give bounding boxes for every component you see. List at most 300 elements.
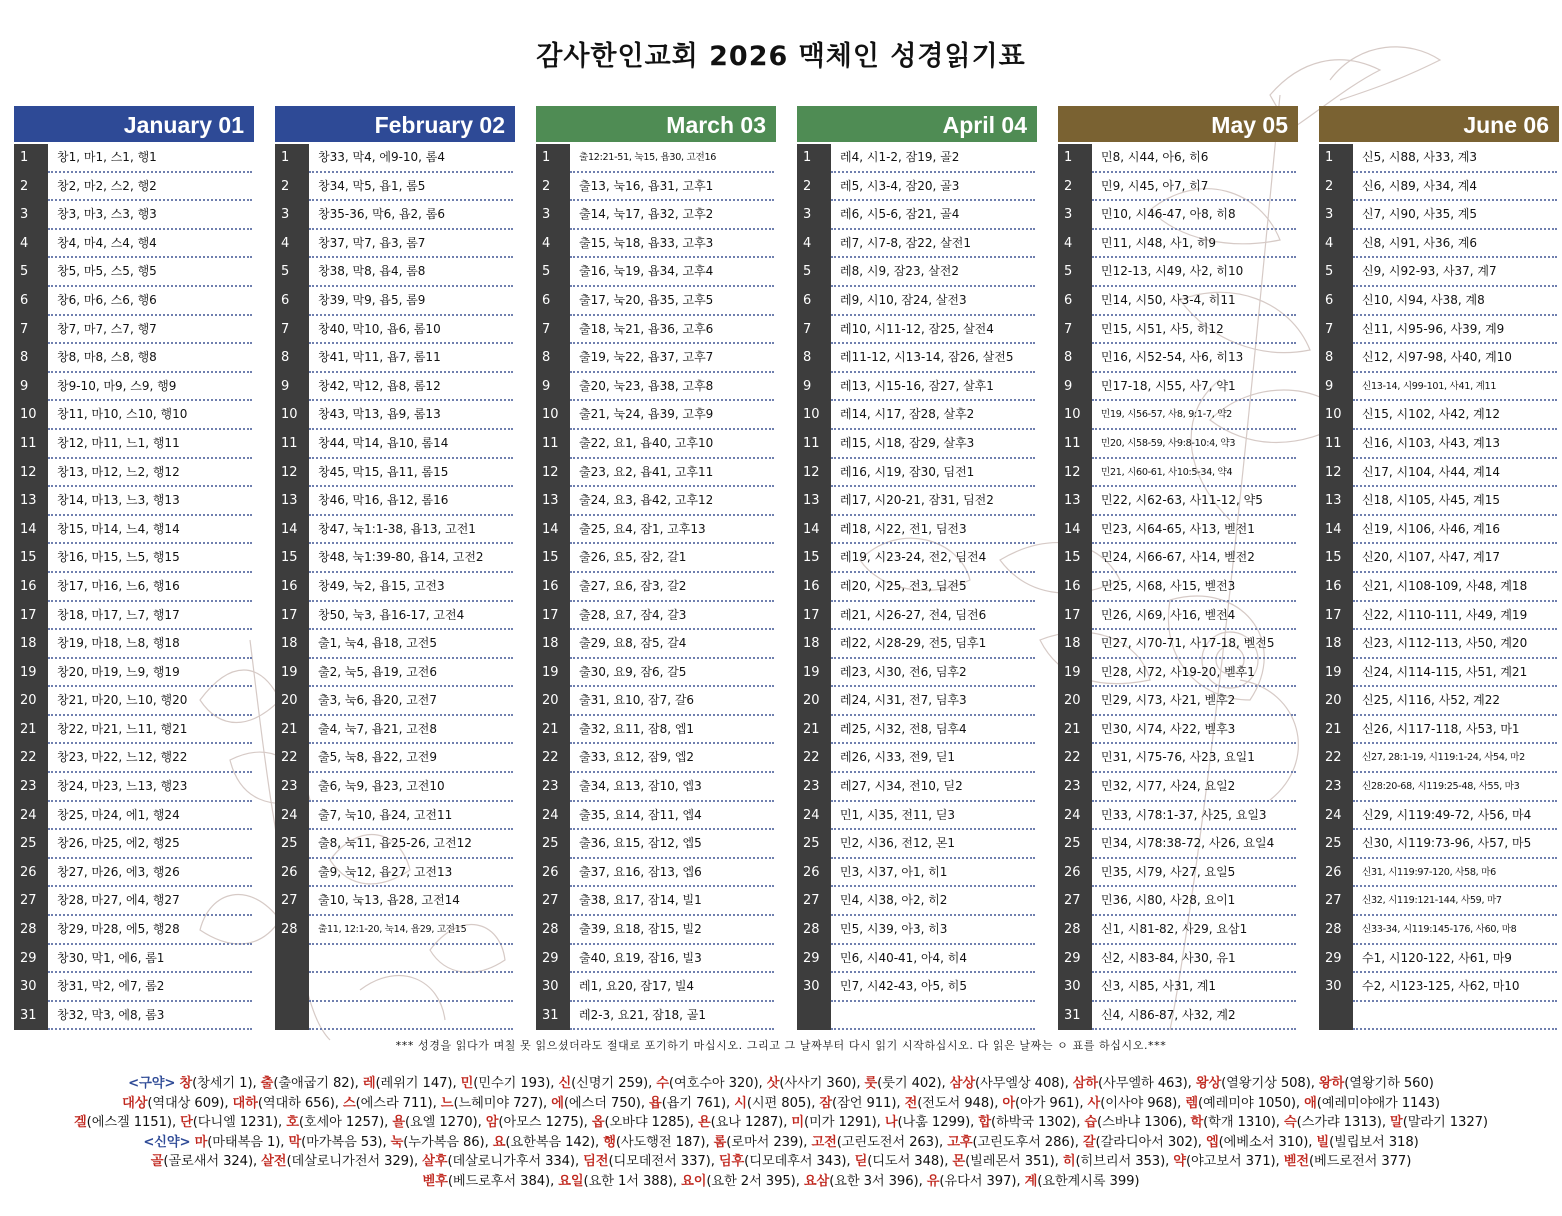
legend-line: 대상(역대상 609), 대하(역대하 656), 스(에스라 711), 느(느헤미야 727), 에(에스더 750), 욥(욥기 761), 시(시편 805), 잠(잠언 911), 전(전도서 948), 아(아가 961), 사(이사야 968), 렘(예레미야 1050), 애(예레미야애가 1143) [122,1095,1440,1111]
day-row [275,802,515,831]
day-number: 29 [1058,945,1092,974]
reading-assignment: 창41, 막11, 욥7, 롬11 [309,344,513,373]
legend-book-fullname: (미가 1291) [804,1115,877,1130]
day-number: 14 [536,516,570,545]
day-number: 8 [797,344,831,373]
reading-assignment: 출12:21-51, 눅15, 욥30, 고전16 [570,144,774,173]
day-number: 27 [275,887,309,916]
month-column [797,106,1037,1030]
day-number: 1 [1319,144,1353,173]
day-number: 23 [536,773,570,802]
day-row [797,230,1037,259]
reading-assignment: 창20, 마19, 느9, 행19 [48,659,252,688]
reading-assignment: 출1, 눅4, 욥18, 고전5 [309,630,513,659]
reading-assignment: 신20, 시107, 사47, 계17 [1353,544,1557,573]
day-row [797,544,1037,573]
day-number: 23 [797,773,831,802]
reading-assignment: 민16, 시52-54, 사6, 히13 [1092,344,1296,373]
reading-assignment: 민9, 시45, 아7, 히7 [1092,173,1296,202]
day-number: 3 [536,201,570,230]
legend-book-fullname: (디모데전서 337) [608,1154,711,1169]
day-row [1319,287,1559,316]
day-row [536,945,776,974]
reading-assignment: 출3, 눅6, 욥20, 고전7 [309,687,513,716]
day-number: 11 [1058,430,1092,459]
day-number: 13 [536,487,570,516]
reading-assignment: 창14, 마13, 느3, 행13 [48,487,252,516]
legend-book-abbreviation: 벧전 [1283,1154,1310,1169]
day-number: 18 [1319,630,1353,659]
reading-assignment: 신3, 시85, 사31, 계1 [1092,973,1296,1002]
legend-book-abbreviation: 전 [904,1095,918,1111]
day-number: 4 [797,230,831,259]
day-row [1058,516,1298,545]
legend-book-fullname: (요한 2서 395) [706,1173,796,1189]
day-row [536,173,776,202]
reading-assignment: 레14, 시17, 잠28, 살후2 [831,401,1035,430]
reading-assignment: 창34, 막5, 욥1, 롬5 [309,173,513,202]
day-number: 4 [1058,230,1092,259]
day-row [275,830,515,859]
reading-assignment: 출35, 요14, 잠11, 엡4 [570,802,774,831]
reading-assignment: 창1, 마1, 스1, 행1 [48,144,252,173]
reading-assignment: 수1, 시120-122, 사61, 마9 [1353,945,1557,974]
month-header: June 06 [1319,106,1559,142]
reading-assignment: 출29, 요8, 잠5, 갈4 [570,630,774,659]
day-number: 3 [1058,201,1092,230]
day-row [14,973,254,1002]
day-row [1319,916,1559,945]
day-row [1319,602,1559,631]
day-number: 2 [1058,173,1092,202]
legend-book-fullname: (요나 1287) [710,1115,784,1130]
day-row [536,144,776,173]
day-row [14,716,254,745]
day-row [14,287,254,316]
day-number: 26 [1319,859,1353,888]
day-number: 11 [797,430,831,459]
legend-book-abbreviation: 사 [1087,1095,1101,1111]
legend-book-abbreviation: 마 [194,1134,208,1150]
legend-book-abbreviation: 요삼 [803,1173,830,1189]
reading-assignment: 신9, 시92-93, 사37, 계7 [1353,258,1557,287]
month-column [275,106,515,1030]
reading-assignment: 출26, 요5, 잠2, 갈1 [570,544,774,573]
book-abbreviation-legend [0,1074,1562,1191]
day-row [1319,544,1559,573]
day-number: 24 [14,802,48,831]
day-row [797,716,1037,745]
day-number [275,973,309,1002]
day-row [14,830,254,859]
reading-assignment: 창5, 마5, 스5, 행5 [48,258,252,287]
legend-book-abbreviation: 레 [362,1076,376,1091]
day-number: 29 [536,945,570,974]
month-column [1319,106,1559,1030]
day-number: 5 [797,258,831,287]
reading-assignment: 민35, 시79, 사27, 요일5 [1092,859,1296,888]
day-row [797,258,1037,287]
day-number: 13 [14,487,48,516]
reading-assignment: 민31, 시75-76, 사23, 요일1 [1092,744,1296,773]
day-number: 13 [275,487,309,516]
day-row [1319,516,1559,545]
day-number: 10 [1058,401,1092,430]
legend-book-abbreviation: 삿 [766,1076,780,1091]
legend-book-fullname: (나훔 1299) [897,1115,971,1130]
reading-assignment: 창43, 막13, 욥9, 롬13 [309,401,513,430]
reading-assignment: 신26, 시117-118, 사53, 마1 [1353,716,1557,745]
day-number: 30 [1058,973,1092,1002]
day-row [797,516,1037,545]
day-number: 2 [275,173,309,202]
day-number: 21 [275,716,309,745]
reading-assignment: 창35-36, 막6, 욥2, 롬6 [309,201,513,230]
legend-line: 겔(에스겔 1151), 단(다니엘 1231), 호(호세아 1257), 욜(요엘 1270), 암(아모스 1275), 옵(오바댜 1285), 욘(요나 1287), 미(미가 1291), 나(나훔 1299), 합(하박국 1302), 습(스바냐 1306), 학(학개 1310), 슥(스가랴 1313), 말(말라기 1327) [74,1115,1488,1130]
day-number: 15 [14,544,48,573]
day-number: 6 [275,287,309,316]
legend-section-heading: <구약> [128,1076,176,1091]
legend-book-fullname: (빌레몬서 351) [965,1154,1055,1169]
reading-assignment: 출33, 요12, 잠9, 엡2 [570,744,774,773]
day-number: 8 [275,344,309,373]
day-number: 5 [275,258,309,287]
legend-book-fullname: (시편 805) [746,1095,812,1111]
legend-book-fullname: (사사기 360) [779,1076,857,1091]
day-number: 5 [1319,258,1353,287]
reading-assignment: 창11, 마10, 스10, 행10 [48,401,252,430]
day-row [14,544,254,573]
day-row [1319,773,1559,802]
day-number: 21 [536,716,570,745]
legend-book-abbreviation: 룻 [864,1076,878,1091]
day-number: 4 [14,230,48,259]
day-number: 4 [1319,230,1353,259]
day-row [797,916,1037,945]
day-number: 9 [1319,373,1353,402]
day-row [1058,316,1298,345]
reading-assignment: 레23, 시30, 전6, 딤후2 [831,659,1035,688]
reading-assignment: 창15, 마14, 느4, 행14 [48,516,252,545]
day-number: 3 [1319,201,1353,230]
day-row [1319,344,1559,373]
reading-assignment: 신12, 시97-98, 사40, 계10 [1353,344,1557,373]
day-number: 11 [1319,430,1353,459]
day-row [1319,630,1559,659]
reading-assignment: 레5, 시3-4, 잠20, 골3 [831,173,1035,202]
day-row [1058,344,1298,373]
reading-assignment: 창40, 막10, 욥6, 롬10 [309,316,513,345]
reading-assignment: 레19, 시23-24, 전2, 딤전4 [831,544,1035,573]
reading-assignment: 창13, 마12, 느2, 행12 [48,459,252,488]
legend-book-abbreviation: 습 [1084,1115,1098,1130]
reading-assignment: 출39, 요18, 잠15, 빌2 [570,916,774,945]
day-number: 31 [1058,1002,1092,1031]
reading-assignment: 출31, 요10, 잠7, 갈6 [570,687,774,716]
day-number: 16 [536,573,570,602]
day-row [1319,1002,1559,1031]
day-number: 26 [536,859,570,888]
day-number: 16 [1319,573,1353,602]
day-row [275,630,515,659]
month-header: February 02 [275,106,515,142]
day-number: 16 [1058,573,1092,602]
day-number: 6 [1058,287,1092,316]
reading-assignment: 신27, 28:1-19, 시119:1-24, 사54, 마2 [1353,744,1557,773]
day-row [797,201,1037,230]
day-number: 19 [797,659,831,688]
day-number: 24 [1058,802,1092,831]
reading-assignment: 출19, 눅22, 욥37, 고후7 [570,344,774,373]
day-row [275,945,515,974]
reading-assignment: 출16, 눅19, 욥34, 고후4 [570,258,774,287]
day-number: 7 [14,316,48,345]
day-number: 19 [536,659,570,688]
day-row [536,1002,776,1031]
day-row [1319,659,1559,688]
legend-book-fullname: (요한 3서 396) [829,1173,919,1189]
day-row [536,430,776,459]
day-number: 18 [536,630,570,659]
day-row [1058,544,1298,573]
day-number: 1 [14,144,48,173]
day-number: 24 [536,802,570,831]
legend-book-abbreviation: 딛 [854,1154,868,1169]
day-row [14,859,254,888]
day-number: 7 [1319,316,1353,345]
day-row [536,744,776,773]
reading-assignment: 민14, 시50, 사3-4, 히11 [1092,287,1296,316]
day-row [14,1002,254,1031]
reading-assignment: 신22, 시110-111, 사49, 계19 [1353,602,1557,631]
reading-assignment: 창38, 막8, 욥4, 롬8 [309,258,513,287]
reading-assignment: 창33, 막4, 에9-10, 롬4 [309,144,513,173]
day-number [797,1002,831,1031]
day-row [275,459,515,488]
reading-assignment [309,1002,513,1031]
reading-assignment: 출22, 요1, 욥40, 고후10 [570,430,774,459]
day-row [14,659,254,688]
day-row [1058,573,1298,602]
day-number: 11 [275,430,309,459]
day-number: 4 [275,230,309,259]
day-number: 9 [14,373,48,402]
day-row [797,573,1037,602]
day-row [536,201,776,230]
day-number: 27 [797,887,831,916]
reading-assignment [1353,1002,1557,1031]
reading-assignment: 창46, 막16, 욥12, 롬16 [309,487,513,516]
day-row [1319,802,1559,831]
reading-instruction-note: *** 성경을 읽다가 며칠 못 읽으셨더라도 절대로 포기하기 마십시오. 그리고 그 날짜부터 다시 읽기 시작하십시오. 다 읽은 날짜는 ㅇ 표를 하십시오.*** [395,1039,1167,1052]
legend-book-fullname: (하박국 1302) [990,1115,1077,1130]
day-number: 2 [797,173,831,202]
day-number: 25 [797,830,831,859]
day-number: 18 [14,630,48,659]
reading-assignment: 창28, 마27, 에4, 행27 [48,887,252,916]
day-row [797,887,1037,916]
legend-book-fullname: (에베소서 310) [1218,1134,1309,1150]
day-number: 21 [1319,716,1353,745]
day-row [536,230,776,259]
legend-book-abbreviation: 왕하 [1318,1076,1345,1091]
day-number: 14 [275,516,309,545]
day-row [1319,744,1559,773]
reading-assignment: 민30, 시74, 사22, 벧후3 [1092,716,1296,745]
day-row [536,516,776,545]
day-row [14,887,254,916]
day-number: 3 [275,201,309,230]
legend-book-fullname: (호세아 1257) [298,1115,385,1130]
day-number: 11 [14,430,48,459]
reading-assignment: 창49, 눅2, 욥15, 고전3 [309,573,513,602]
reading-assignment: 신17, 시104, 사44, 계14 [1353,459,1557,488]
day-row [1319,687,1559,716]
day-number: 21 [797,716,831,745]
reading-assignment: 창6, 마6, 스6, 행6 [48,287,252,316]
day-row [14,516,254,545]
day-number: 12 [797,459,831,488]
day-row [536,544,776,573]
reading-assignment: 민10, 시46-47, 아8, 히8 [1092,201,1296,230]
day-row [797,973,1037,1002]
day-row [1319,230,1559,259]
day-row [14,487,254,516]
legend-book-abbreviation: 엡 [1205,1134,1219,1150]
reading-assignment: 레27, 시34, 전10, 딛2 [831,773,1035,802]
reading-assignment: 창26, 마25, 에2, 행25 [48,830,252,859]
reading-assignment: 출4, 눅7, 욥21, 고전8 [309,716,513,745]
legend-book-abbreviation: 애 [1304,1095,1317,1111]
legend-book-abbreviation: 히 [1062,1154,1076,1169]
day-row [536,830,776,859]
day-row [797,945,1037,974]
reading-assignment: 출36, 요15, 잠12, 엡5 [570,830,774,859]
reading-assignment: 레24, 시31, 전7, 딤후3 [831,687,1035,716]
day-row [536,630,776,659]
day-row [275,401,515,430]
reading-assignment: 민21, 시60-61, 사10:5-34, 약4 [1092,459,1296,488]
reading-assignment: 창42, 막12, 욥8, 롬12 [309,373,513,402]
reading-assignment: 민26, 시69, 사16, 벧전4 [1092,602,1296,631]
day-number: 6 [797,287,831,316]
reading-assignment: 창9-10, 마9, 스9, 행9 [48,373,252,402]
reading-assignment: 출13, 눅16, 욥31, 고후1 [570,173,774,202]
legend-book-fullname: (요한복음 142) [505,1134,596,1150]
legend-book-abbreviation: 빌 [1316,1134,1330,1150]
day-row [14,945,254,974]
reading-assignment: 창19, 마18, 느8, 행18 [48,630,252,659]
day-row [1319,830,1559,859]
day-row [536,973,776,1002]
reading-assignment: 출37, 요16, 잠13, 엡6 [570,859,774,888]
day-number: 25 [1058,830,1092,859]
legend-book-fullname: (마태복음 1) [207,1134,281,1150]
reading-assignment: 민29, 시73, 사21, 벧후2 [1092,687,1296,716]
day-row [536,316,776,345]
day-number: 28 [14,916,48,945]
reading-assignment: 민3, 시37, 아1, 히1 [831,859,1035,888]
legend-book-fullname: (빌립보서 318) [1329,1134,1419,1150]
legend-book-fullname: (스바냐 1306) [1097,1115,1183,1130]
reading-assignment: 레1, 요20, 잠17, 빌4 [570,973,774,1002]
day-number: 26 [1058,859,1092,888]
day-number: 30 [536,973,570,1002]
day-row [275,373,515,402]
day-row [275,716,515,745]
day-row [1058,258,1298,287]
day-row [536,459,776,488]
legend-book-fullname: (열왕기하 560) [1344,1076,1434,1091]
day-number: 23 [14,773,48,802]
reading-assignment: 레2-3, 요21, 잠18, 골1 [570,1002,774,1031]
reading-assignment: 민28, 시72, 사19-20, 벧후1 [1092,659,1296,688]
reading-assignment: 출25, 요4, 잠1, 고후13 [570,516,774,545]
reading-assignment: 민6, 시40-41, 아4, 히4 [831,945,1035,974]
day-number: 10 [1319,401,1353,430]
legend-book-fullname: (골로새서 324) [163,1154,253,1169]
legend-book-fullname: (요한계시록 399) [1037,1173,1140,1189]
day-row [1058,630,1298,659]
reading-assignment: 레11-12, 시13-14, 잠26, 살전5 [831,344,1035,373]
day-number: 25 [1319,830,1353,859]
day-number: 16 [275,573,309,602]
reading-assignment: 출30, 요9, 잠6, 갈5 [570,659,774,688]
day-number: 8 [1058,344,1092,373]
reading-assignment: 출6, 눅9, 욥23, 고전10 [309,773,513,802]
legend-book-abbreviation: 계 [1024,1173,1038,1189]
day-row [1319,487,1559,516]
month-header: May 05 [1058,106,1298,142]
day-row [536,373,776,402]
day-row [1319,430,1559,459]
day-number: 6 [14,287,48,316]
reading-assignment: 레4, 시1-2, 잠19, 골2 [831,144,1035,173]
legend-book-abbreviation: 대상 [122,1095,148,1111]
legend-book-abbreviation: 삼상 [949,1076,975,1091]
legend-book-fullname: (느헤미야 727) [453,1095,544,1111]
day-row [797,430,1037,459]
day-row [275,916,515,945]
reading-assignment: 창27, 마26, 에3, 행26 [48,859,252,888]
day-number: 31 [14,1002,48,1031]
day-number: 7 [1058,316,1092,345]
day-row [1319,316,1559,345]
day-row [797,344,1037,373]
reading-assignment: 출34, 요13, 잠10, 엡3 [570,773,774,802]
day-row [536,401,776,430]
legend-book-abbreviation: 단 [180,1115,193,1130]
reading-assignment: 출15, 눅18, 욥33, 고후3 [570,230,774,259]
day-row [275,258,515,287]
legend-book-fullname: (역대상 609) [147,1095,225,1111]
day-number: 6 [1319,287,1353,316]
day-row [275,487,515,516]
legend-book-fullname: (마가복음 53) [301,1134,383,1150]
day-number: 12 [14,459,48,488]
day-number: 5 [536,258,570,287]
legend-book-fullname: (누가복음 86) [403,1134,485,1150]
day-row [536,287,776,316]
reading-assignment: 출7, 눅10, 욥24, 고전11 [309,802,513,831]
reading-assignment: 민25, 시68, 사15, 벧전3 [1092,573,1296,602]
day-number: 10 [14,401,48,430]
legend-book-fullname: (출애굽기 82) [273,1076,355,1091]
day-number: 14 [1319,516,1353,545]
day-number: 19 [1058,659,1092,688]
day-number: 17 [275,602,309,631]
reading-assignment: 창37, 막7, 욥3, 롬7 [309,230,513,259]
